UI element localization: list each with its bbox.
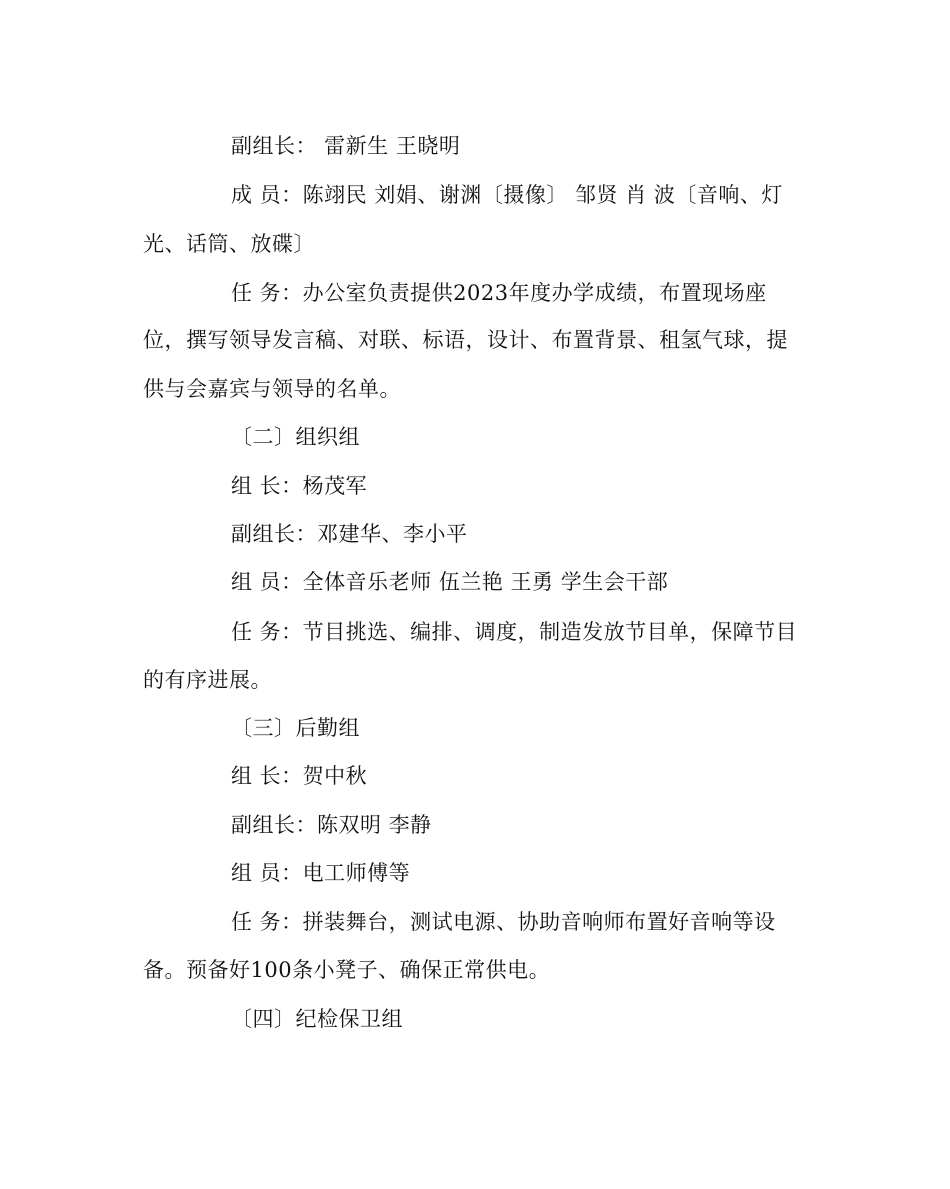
text-line-members-1-cont: 光、话筒、放碟〕 — [143, 232, 315, 256]
text-line-task-1: 任 务：办公室负责提供2023年度办学成绩，布置现场座 — [231, 281, 767, 305]
text-line-task-2: 任 务：节目挑选、编排、调度，制造发放节目单，保障节目 — [231, 620, 798, 644]
text-line-task-3-cont: 备。预备好100条小凳子、确保正常供电。 — [143, 958, 551, 982]
text-line-members-2: 组 员：全体音乐老师 伍兰艳 王勇 学生会干部 — [231, 570, 669, 594]
text-line-leader-2: 组 长：杨茂军 — [231, 474, 368, 498]
text-line-task-1-cont-b: 供与会嘉宾与领导的名单。 — [143, 377, 401, 401]
text-line-vice-leader-1: 副组长： 雷新生 王晓明 — [231, 134, 461, 158]
text-line-members-3: 组 员：电工师傅等 — [231, 861, 411, 885]
text-line-task-2-cont: 的有序进展。 — [143, 668, 272, 692]
text-line-task-1-cont-a: 位，撰写领导发言稿、对联、标语，设计、布置背景、租氢气球，提 — [143, 328, 788, 352]
text-line-task-3: 任 务：拼装舞台，测试电源、协助音响师布置好音响等设 — [231, 910, 776, 934]
section-heading-security: 〔四〕纪检保卫组 — [231, 1007, 403, 1031]
section-heading-organization: 〔二〕组织组 — [231, 425, 360, 449]
text-line-leader-3: 组 长：贺中秋 — [231, 764, 368, 788]
section-heading-logistics: 〔三〕后勤组 — [231, 716, 360, 740]
text-line-members-1: 成 员：陈翊民 刘娟、谢渊〔摄像〕 邹贤 肖 波〔音响、灯 — [231, 183, 783, 207]
text-line-vice-leader-3: 副组长：陈双明 李静 — [231, 813, 432, 837]
text-line-vice-leader-2: 副组长：邓建华、李小平 — [231, 522, 468, 546]
